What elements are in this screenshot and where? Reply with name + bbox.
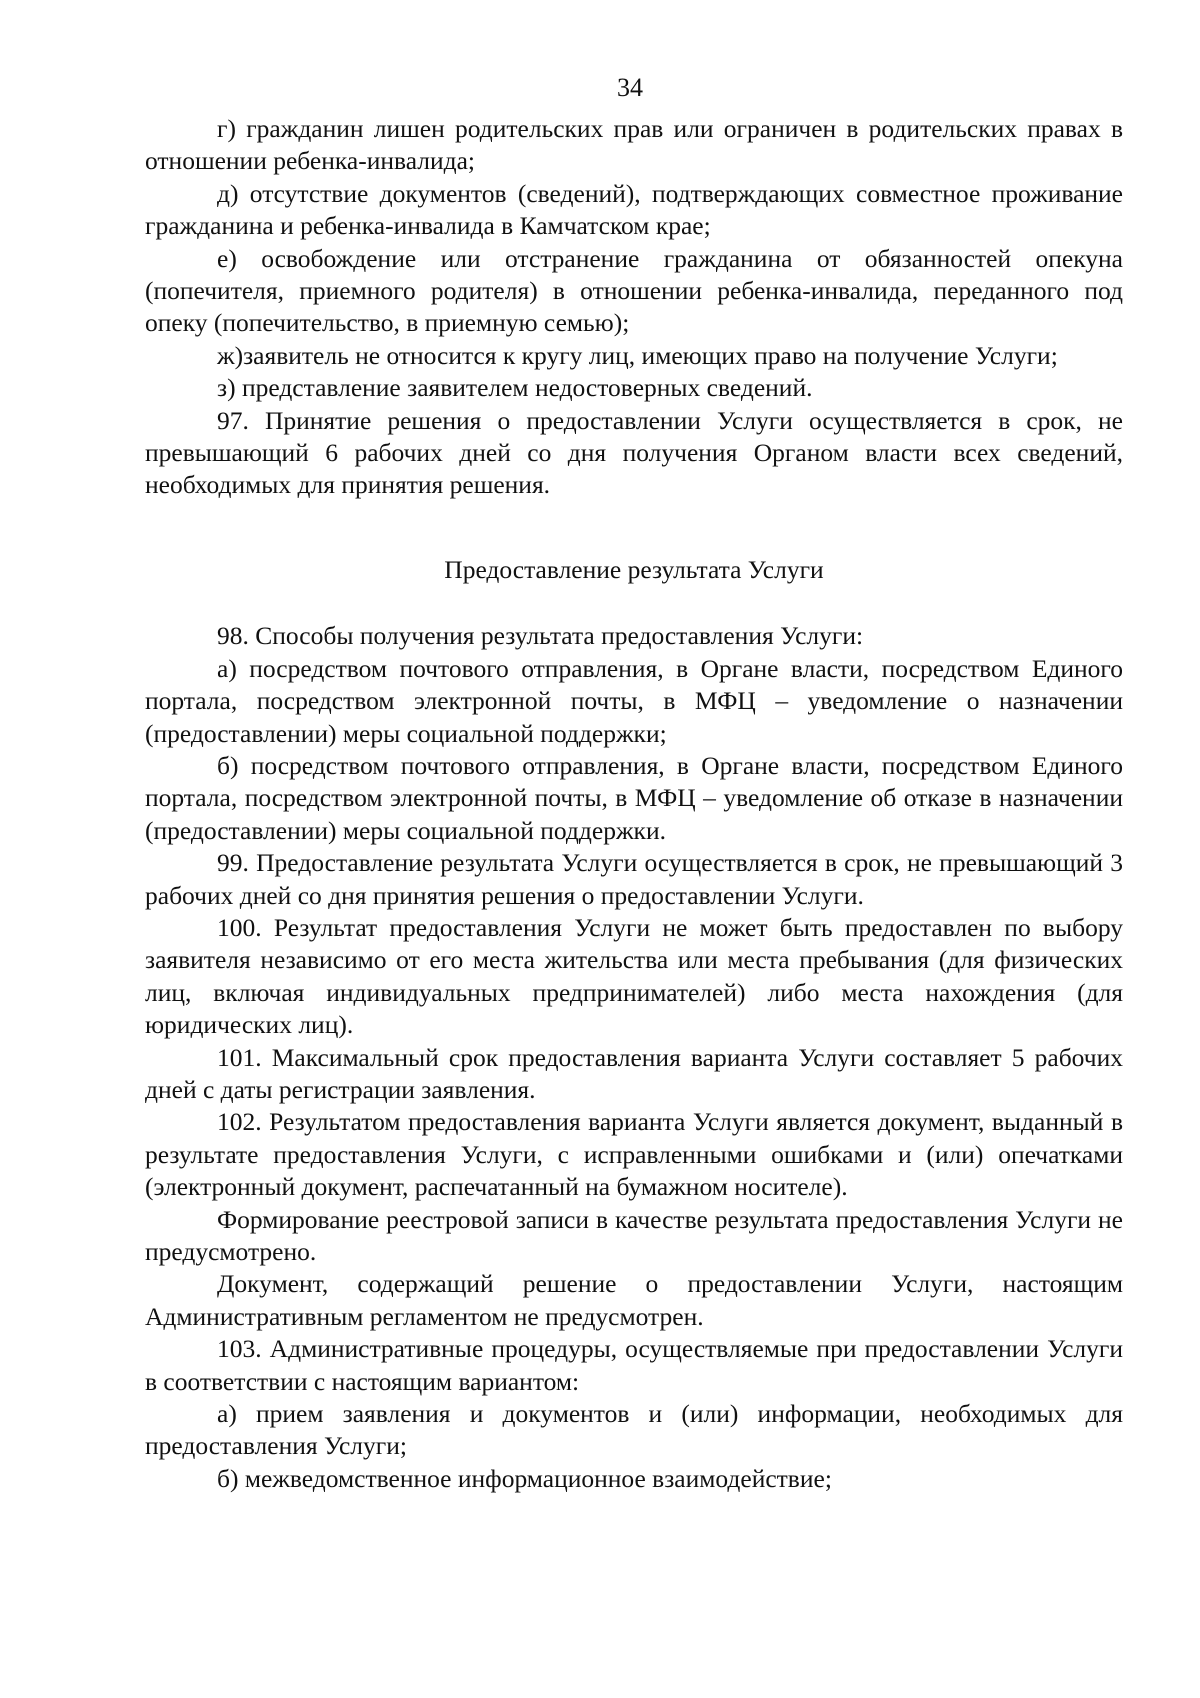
paragraph-item-d: д) отсутствие документов (сведений), подтверждающих совместное проживание гражданина и ребенка-инвалида в Камчатском крае; bbox=[145, 178, 1123, 241]
paragraph-item-e: е) освобождение или отстранение гражданина от обязанностей опекуна (попечителя, приемного родителя) в отношении ребенка-инвалида, переданного под опеку (попечительство, в приемную семью); bbox=[145, 243, 1123, 338]
paragraph-98-a: а) посредством почтового отправления, в Органе власти, посредством Единого портала, посредством электронной почты, в МФЦ – уведомление о назначении (предоставлении) меры социальной поддержки; bbox=[145, 653, 1123, 748]
paragraph-99: 99. Предоставление результата Услуги осуществляется в срок, не превышающий 3 рабочих дней со дня принятия решения о предоставлении Услуги. bbox=[145, 848, 1123, 910]
paragraph-103: 103. Административные процедуры, осуществляемые при предоставлении Услуги в соответствии с настоящим вариантом: bbox=[145, 1334, 1123, 1396]
paragraph-item-zh: ж)заявитель не относится к кругу лиц, имеющих право на получение Услуги; bbox=[217, 340, 1058, 370]
paragraph-98-b: б) посредством почтового отправления, в Органе власти, посредством Единого портала, посредством электронной почты, в МФЦ – уведомление об отказе в назначении (предоставлении) меры социальной поддержки. bbox=[145, 750, 1123, 845]
paragraph-item-g: г) гражданин лишен родительских прав или ограничен в родительских правах в отношении ребенка-инвалида; bbox=[145, 114, 1123, 176]
paragraph-97: 97. Принятие решения о предоставлении Услуги осуществляется в срок, не превышающий 6 рабочих дней со дня получения Органом власти всех сведений, необходимых для принятия решения. bbox=[145, 405, 1123, 500]
document-body bbox=[145, 113, 1123, 1495]
paragraph-item-z: з) представление заявителем недостоверных сведений. bbox=[217, 373, 813, 403]
paragraph-101: 101. Максимальный срок предоставления варианта Услуги составляет 5 рабочих дней с даты регистрации заявления. bbox=[145, 1042, 1123, 1104]
paragraph-103-a: а) прием заявления и документов и (или) информации, необходимых для предоставления Услуги; bbox=[145, 1399, 1123, 1461]
section-heading: Предоставление результата Услуги bbox=[444, 554, 824, 584]
paragraph-102: 102. Результатом предоставления варианта Услуги является документ, выданный в результате предоставления Услуги, с исправленными ошибками и (или) опечатками (электронный документ, распечатанный на бумажном носителе). bbox=[145, 1107, 1123, 1202]
paragraph-98: 98. Способы получения результата предоставления Услуги: bbox=[217, 621, 864, 651]
page-number: 34 bbox=[617, 73, 643, 102]
paragraph-registry-record: Формирование реестровой записи в качестве результата предоставления Услуги не предусмотрено. bbox=[145, 1204, 1123, 1266]
paragraph-100: 100. Результат предоставления Услуги не может быть предоставлен по выбору заявителя независимо от его места жительства или места пребывания (для физических лиц, включая индивидуальных предпринимателей) либо места нахождения (для юридических лиц). bbox=[145, 912, 1123, 1040]
paragraph-decision-document: Документ, содержащий решение о предоставлении Услуги, настоящим Административным регламентом не предусмотрен. bbox=[145, 1269, 1123, 1331]
paragraph-103-b: б) межведомственное информационное взаимодействие; bbox=[217, 1463, 832, 1493]
